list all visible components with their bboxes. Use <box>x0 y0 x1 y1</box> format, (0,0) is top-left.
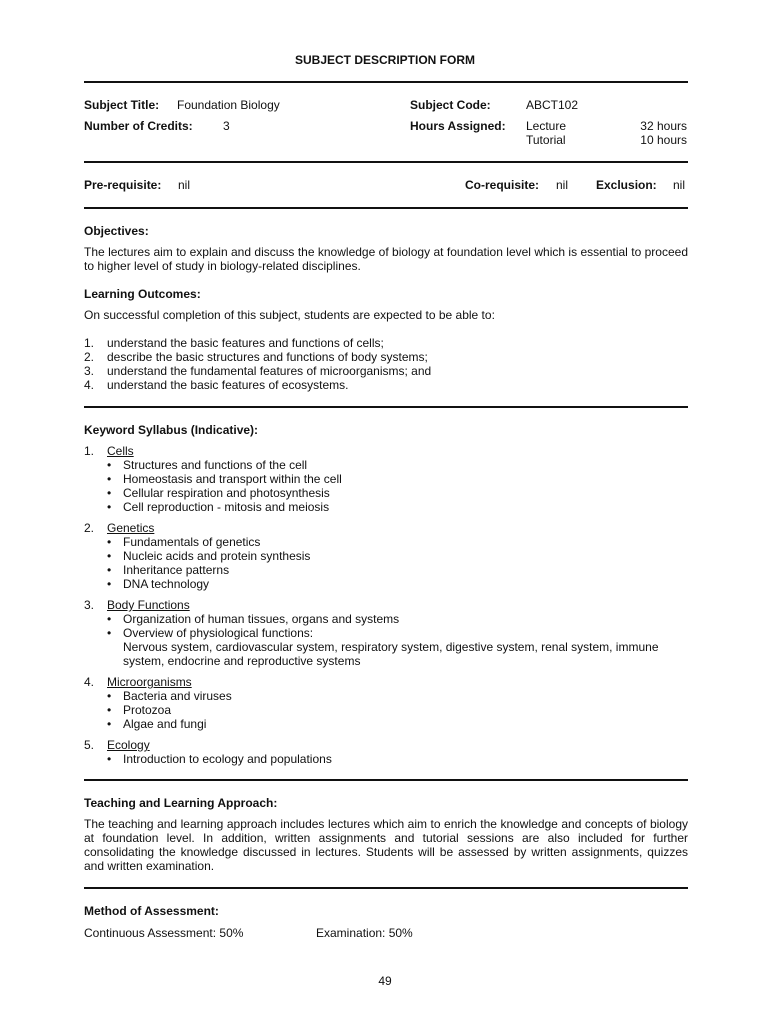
bullet-text: Homeostasis and transport within the cell <box>123 472 342 486</box>
hours-label: Hours Assigned: <box>410 119 506 133</box>
prerequisite-label: Pre-requisite: <box>84 178 162 192</box>
section-number: 3. <box>84 598 95 612</box>
list-item <box>84 350 688 364</box>
list-item <box>84 336 688 350</box>
bullet-text: Introduction to ecology and populations <box>123 752 332 766</box>
syllabus-section-ecology <box>84 738 688 766</box>
syllabus-heading: Keyword Syllabus (Indicative): <box>84 423 259 437</box>
credits-label: Number of Credits: <box>84 119 193 133</box>
learning-outcomes-intro: On successful completion of this subject, students are expected to be able to: <box>84 308 495 322</box>
section-title: Body Functions <box>107 598 190 612</box>
bullet-icon: • <box>107 703 112 717</box>
bullet-icon: • <box>107 472 112 486</box>
list-item <box>84 472 688 486</box>
list-item-text: understand the basic features of ecosystems. <box>107 378 349 392</box>
list-item <box>84 626 688 640</box>
objectives-text: The lectures aim to explain and discuss the knowledge of biology at foundation level which is essential to proceed to higher level of study in biology-related disciplines. <box>84 245 688 273</box>
list-item-number: 3. <box>84 364 95 378</box>
page-number: 49 <box>378 974 392 988</box>
list-item <box>84 752 688 766</box>
corequisite-label: Co-requisite: <box>465 178 540 192</box>
bullet-icon: • <box>107 549 112 563</box>
bullet-icon: • <box>107 577 112 591</box>
list-item <box>84 458 688 472</box>
bullet-text: Structures and functions of the cell <box>123 458 308 472</box>
syllabus-section-body-functions <box>84 598 688 668</box>
subject-code-value: ABCT102 <box>526 98 579 112</box>
list-item-text: describe the basic structures and functions of body systems; <box>107 350 428 364</box>
learning-outcomes-list <box>84 336 688 392</box>
divider-1 <box>84 81 688 83</box>
list-item <box>84 378 688 392</box>
subject-title-value: Foundation Biology <box>177 98 280 112</box>
bullet-text: DNA technology <box>123 577 210 591</box>
bullet-icon: • <box>107 458 112 472</box>
section-continuation-text: Nervous system, cardiovascular system, respiratory system, digestive system, renal system, immune system, endocrine and reproductive systems <box>123 640 659 668</box>
assessment-heading: Method of Assessment: <box>84 904 219 918</box>
bullet-icon: • <box>107 717 112 731</box>
exclusion-value: nil <box>673 178 686 192</box>
bullet-text: Protozoa <box>123 703 172 717</box>
form-title: SUBJECT DESCRIPTION FORM <box>294 53 475 67</box>
list-item <box>84 500 688 514</box>
credits-value: 3 <box>223 119 230 133</box>
divider-4 <box>84 406 688 408</box>
divider-6 <box>84 887 688 889</box>
hours-amount-tutorial: 10 hours <box>640 133 687 147</box>
bullet-icon: • <box>107 612 112 626</box>
divider-3 <box>84 207 688 209</box>
bullet-icon: • <box>107 752 112 766</box>
hours-type-tutorial: Tutorial <box>526 133 566 147</box>
subject-title-label: Subject Title: <box>84 98 160 112</box>
syllabus-section-genetics <box>84 521 688 591</box>
objectives-heading: Objectives: <box>84 224 149 238</box>
list-item-number: 4. <box>84 378 95 392</box>
bullet-icon: • <box>107 563 112 577</box>
bullet-icon: • <box>107 535 112 549</box>
list-item-number: 2. <box>84 350 95 364</box>
list-item-text: understand the fundamental features of microorganisms; and <box>107 364 432 378</box>
list-item-number: 1. <box>84 336 95 350</box>
section-title: Genetics <box>107 521 155 535</box>
hours-type-lecture: Lecture <box>526 119 567 133</box>
list-item <box>84 563 688 577</box>
exclusion-label: Exclusion: <box>596 178 657 192</box>
hours-amount-lecture: 32 hours <box>640 119 687 133</box>
section-title: Ecology <box>107 738 150 752</box>
list-item <box>84 717 688 731</box>
section-number: 5. <box>84 738 95 752</box>
syllabus-section-microorganisms <box>84 675 688 731</box>
prerequisite-value: nil <box>178 178 191 192</box>
divider-5 <box>84 779 688 781</box>
list-item <box>84 703 688 717</box>
subject-code-label: Subject Code: <box>410 98 491 112</box>
learning-outcomes-heading: Learning Outcomes: <box>84 287 201 301</box>
list-item <box>84 689 688 703</box>
syllabus-section-cells <box>84 444 688 514</box>
section-number: 4. <box>84 675 95 689</box>
divider-2 <box>84 161 688 163</box>
list-item <box>84 535 688 549</box>
list-item <box>84 612 688 626</box>
teaching-heading: Teaching and Learning Approach: <box>84 796 278 810</box>
bullet-text: Bacteria and viruses <box>123 689 232 703</box>
list-item <box>84 549 688 563</box>
list-item <box>84 364 688 378</box>
bullet-text: Algae and fungi <box>123 717 207 731</box>
list-item-text: understand the basic features and functions of cells; <box>107 336 384 350</box>
section-number: 2. <box>84 521 95 535</box>
teaching-text: The teaching and learning approach includes lectures which aim to enrich the knowledge and concepts of biology at foundation level. In addition, written assignments and tutorial sessions are also included for further consolidating the knowledge discussed in lectures. Students will be assessed by written assignments, quizzes and written examination. <box>84 817 688 873</box>
bullet-text: Cell reproduction - mitosis and meiosis <box>123 500 330 514</box>
bullet-icon: • <box>107 689 112 703</box>
bullet-text: Nucleic acids and protein synthesis <box>123 549 311 563</box>
continuous-assessment: Continuous Assessment: 50% <box>84 926 244 940</box>
bullet-text: Inheritance patterns <box>123 563 230 577</box>
bullet-text: Overview of physiological functions: <box>123 626 314 640</box>
bullet-text: Organization of human tissues, organs and systems <box>123 612 400 626</box>
examination-weight: Examination: 50% <box>316 926 413 940</box>
section-number: 1. <box>84 444 95 458</box>
list-item <box>84 577 688 591</box>
list-item <box>84 486 688 500</box>
bullet-icon: • <box>107 626 112 640</box>
section-title: Cells <box>107 444 134 458</box>
bullet-icon: • <box>107 486 112 500</box>
bullet-text: Cellular respiration and photosynthesis <box>123 486 330 500</box>
section-title: Microorganisms <box>107 675 192 689</box>
bullet-icon: • <box>107 500 112 514</box>
bullet-text: Fundamentals of genetics <box>123 535 261 549</box>
corequisite-value: nil <box>556 178 569 192</box>
